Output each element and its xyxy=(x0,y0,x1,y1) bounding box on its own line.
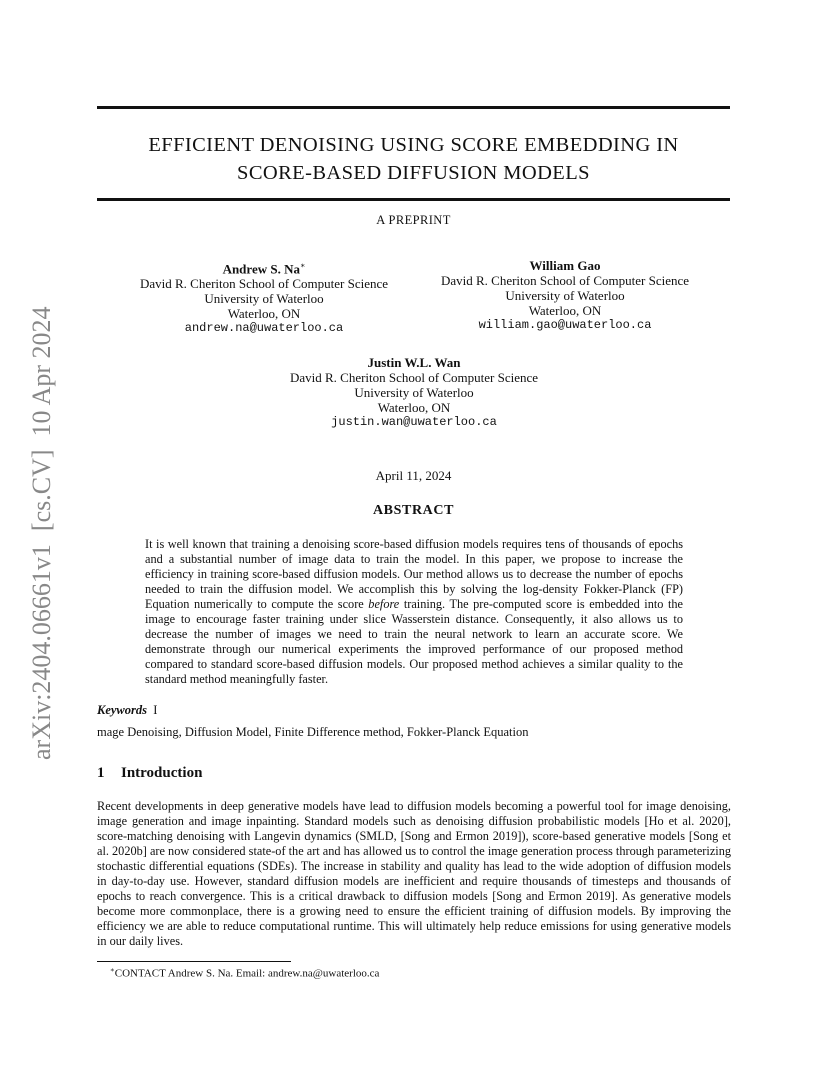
footnote-marker: ∗ xyxy=(299,261,306,270)
author-university: University of Waterloo xyxy=(505,288,625,303)
author-block-1 xyxy=(114,258,414,336)
author-location: Waterloo, ON xyxy=(528,303,602,318)
preprint-label: A PREPRINT xyxy=(376,213,451,227)
title-top-rule xyxy=(97,106,730,109)
author-email[interactable]: justin.wan@uwaterloo.ca xyxy=(331,415,497,429)
author-email[interactable]: andrew.na@uwaterloo.ca xyxy=(184,321,344,336)
author-affiliation: David R. Cheriton School of Computer Science xyxy=(139,276,389,292)
footnote-text: CONTACT Andrew S. Na. Email: andrew.na@uwaterloo.ca xyxy=(114,967,380,980)
author-location: Waterloo, ON xyxy=(227,306,301,322)
section-title: Introduction xyxy=(121,765,203,781)
author-name: Justin W.L. Wan xyxy=(367,355,461,370)
title-line-1: EFFICIENT DENOISING USING SCORE EMBEDDING IN xyxy=(148,134,679,156)
keywords-label: Keywords xyxy=(97,703,147,717)
author-affiliation: David R. Cheriton School of Computer Science xyxy=(440,273,690,288)
abstract-emphasis: before xyxy=(368,597,400,611)
keywords-row xyxy=(97,703,730,718)
introduction-paragraph: Recent developments in deep generative models have lead to diffusion models becoming a powerful tool for image denoising, image generation and image inpainting. Standard models such as denoising diffusion probabilistic models [Ho et al. 2020], score-matching denoising with Langevin dynamics (SMLD, [Song and Ermon 2019]), score-based generative models [Song et al. 2020b] are now considered state-of the art and has allowed us to control the image generation process through parameterizing stochastic differential equations (SDEs). The increase in stability and quality has lead to the wide adoption of diffusion models in day-to-day use. However, standard diffusion models are inefficient and require thousands of timesteps and thousands of epochs to reach convergence. This is a critical drawback to diffusion models [Song and Ermon 2019]. As generative models become more commonplace, there is a growing need to ensure the efficient training of diffusion models. By improving the efficiency we are able to reduce computational runtime. This will ultimately help reduce emissions for using generative models in our daily lives. xyxy=(97,799,731,948)
author-location: Waterloo, ON xyxy=(377,400,451,415)
section-heading-introduction xyxy=(97,765,730,782)
paper-title xyxy=(97,131,730,187)
author-name: Andrew S. Na∗ xyxy=(222,261,306,277)
author-block-2 xyxy=(415,258,715,333)
abstract-text: It is well known that training a denoising score-based diffusion models requires tens of thousands of epochs and a substantial number of image data to train the model. In this paper, we propose to increase the efficiency in training score-based diffusion models. Our method allows us to decrease the number of epochs needed to train the diffusion model. We accomplish this by solving the log-density Fokker-Planck (FP) Equation numerically to compute the score before training. The pre-computed score is embedded into the image to encourage faster training under slice Wasserstein distance. Consequently, it also allows us to decrease the number of images we need to train the neural network to learn an accurate score. We demonstrate through our numerical experiments the improved performance of our proposed method compared to standard score-based diffusion models. Our proposed method achieves a similar quality to the standard method meaningfully faster. xyxy=(145,537,683,686)
arxiv-stamp-text: arXiv:2404.06661v1 [cs.CV] 10 Apr 2024 xyxy=(27,306,56,760)
author-university: University of Waterloo xyxy=(354,385,474,400)
footnote xyxy=(110,964,379,981)
author-block-3 xyxy=(264,355,564,430)
title-line-2: SCORE-BASED DIFFUSION MODELS xyxy=(237,162,590,184)
section-number: 1 xyxy=(97,765,105,781)
footnote-rule xyxy=(97,961,291,962)
author-university: University of Waterloo xyxy=(204,291,324,307)
author-affiliation: David R. Cheriton School of Computer Science xyxy=(289,370,539,385)
keywords-first-letter: I xyxy=(153,703,158,717)
title-bottom-rule xyxy=(97,198,730,201)
footnote-marker: ∗ xyxy=(110,966,115,974)
paper-date: April 11, 2024 xyxy=(375,468,452,483)
author-name: William Gao xyxy=(529,258,601,273)
author-email[interactable]: william.gao@uwaterloo.ca xyxy=(478,318,652,332)
abstract-heading: ABSTRACT xyxy=(372,503,455,518)
keywords-list: mage Denoising, Diffusion Model, Finite Difference method, Fokker-Planck Equation xyxy=(97,725,529,739)
